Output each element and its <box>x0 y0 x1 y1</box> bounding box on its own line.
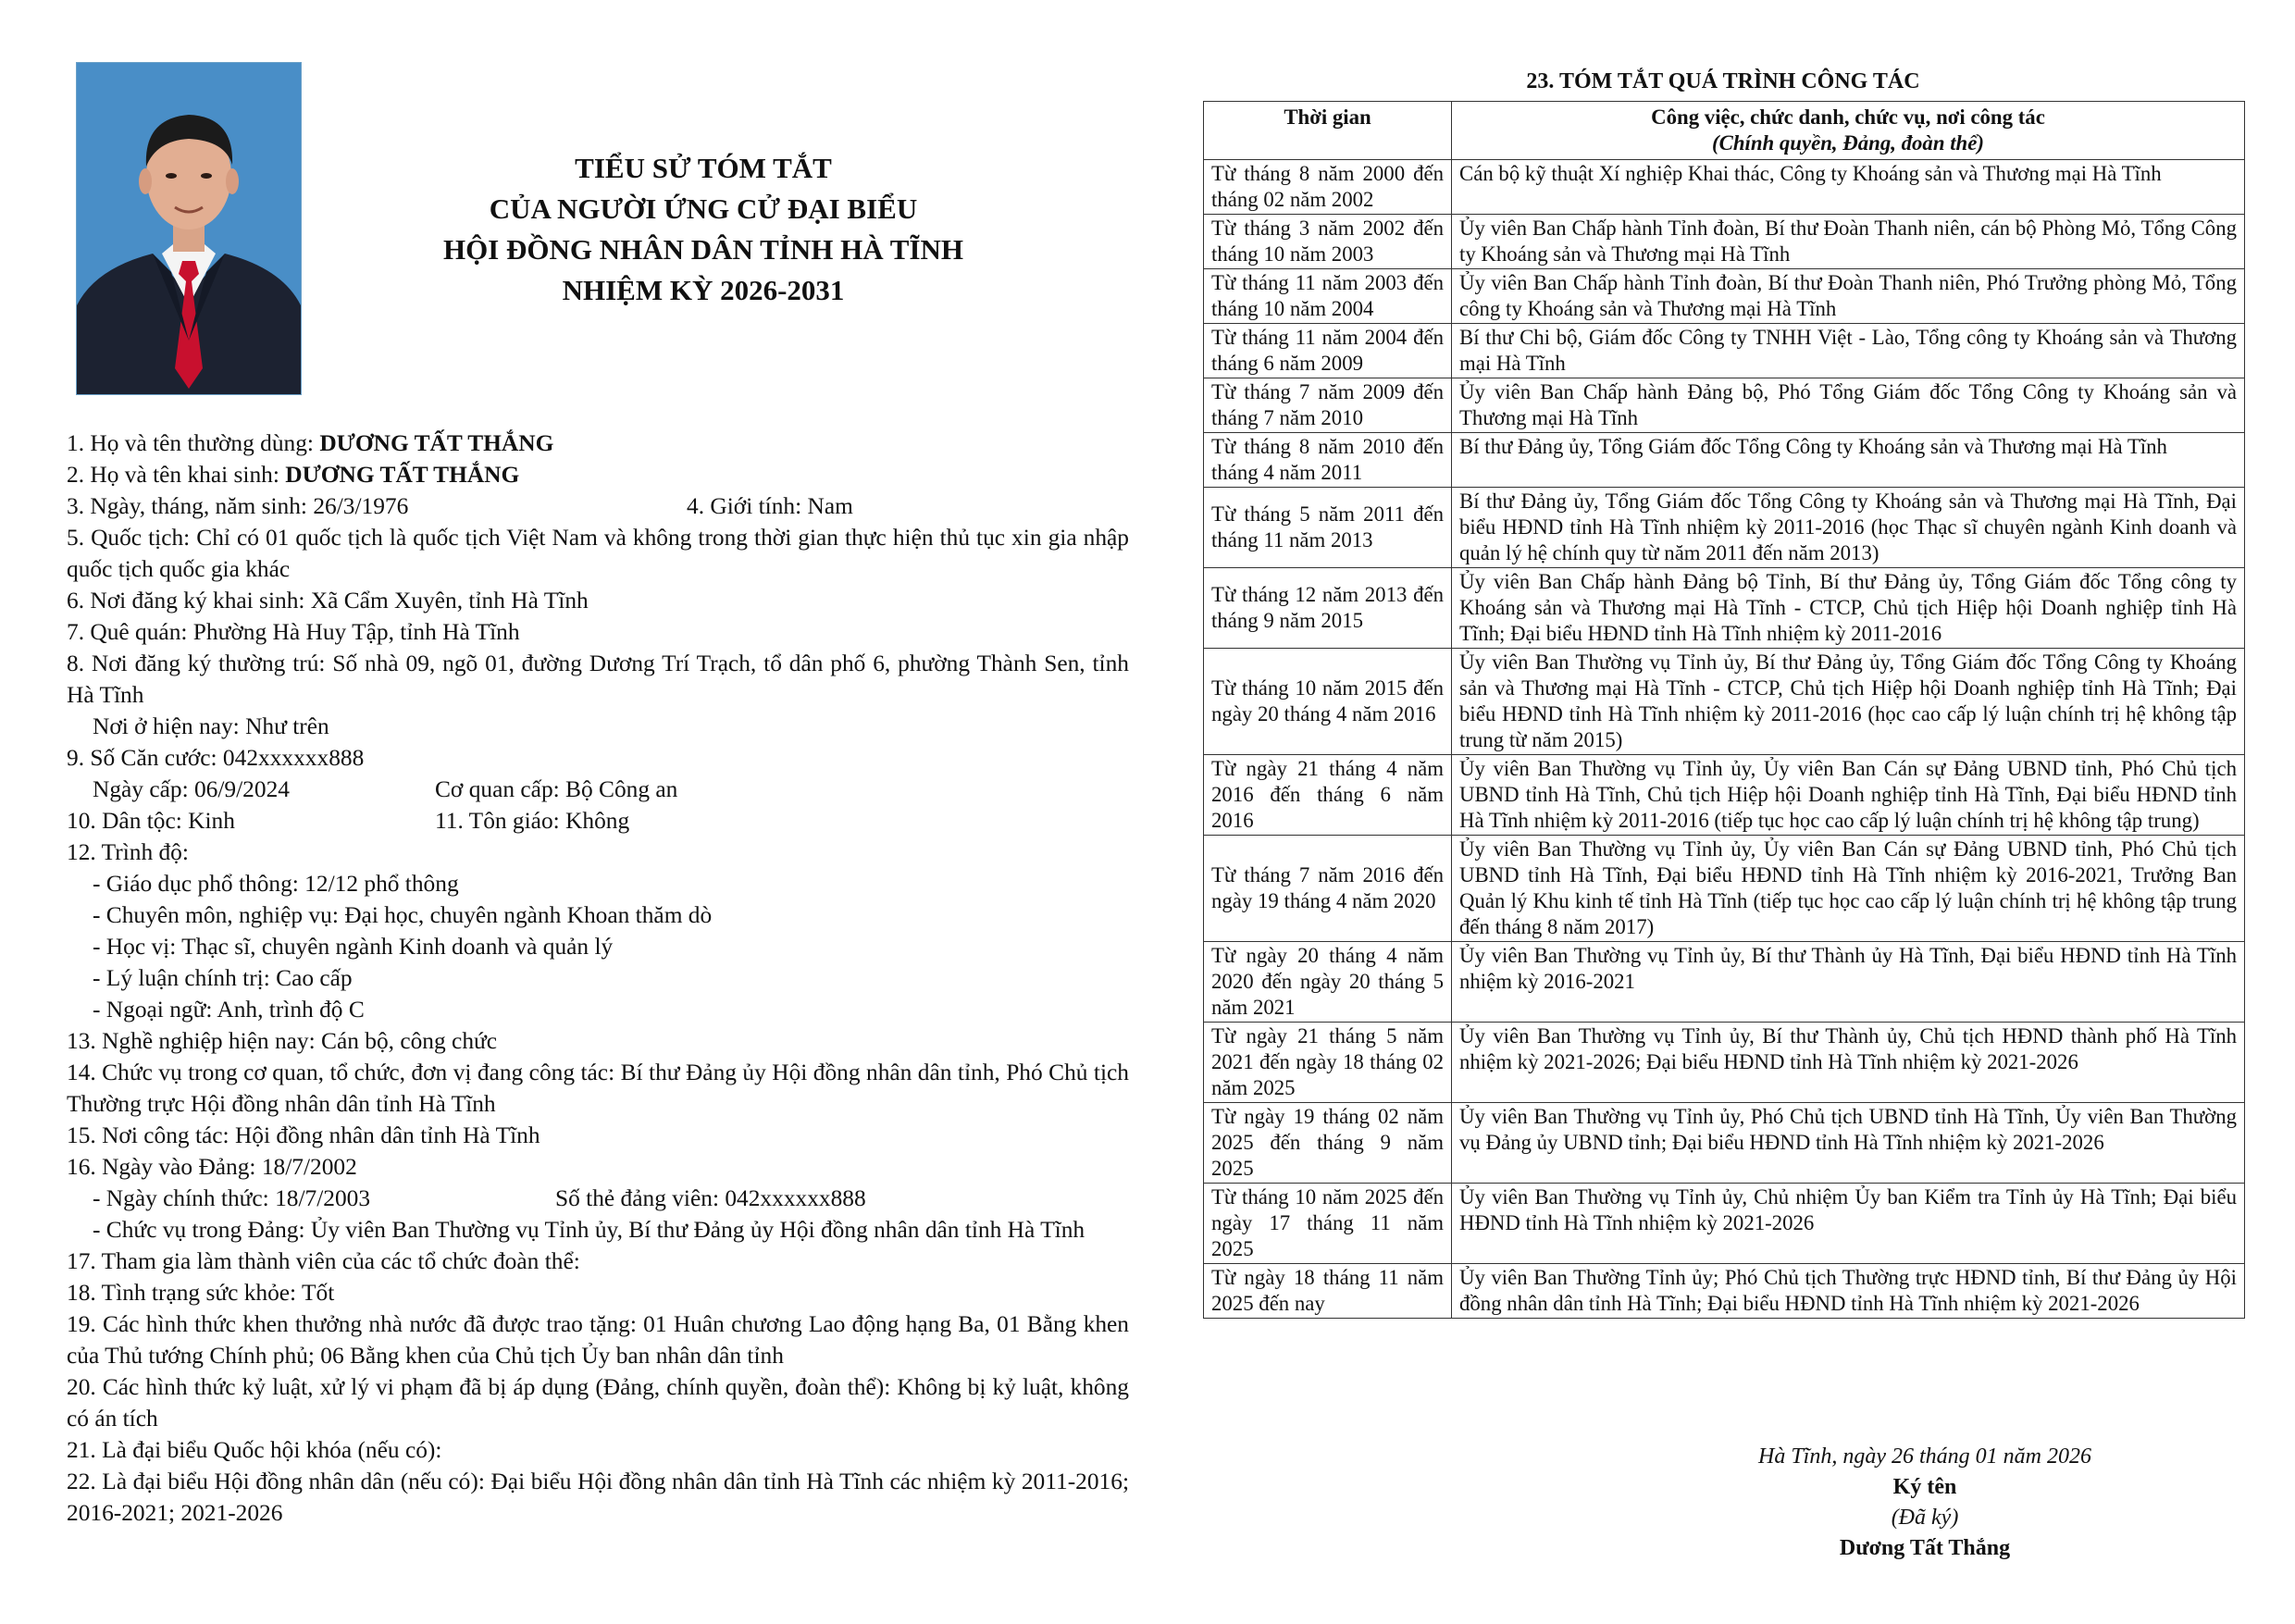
bio-party-official <box>67 1183 1129 1214</box>
career-row <box>1204 1184 2245 1264</box>
career-row <box>1204 755 2245 836</box>
signature-label: Ký tên <box>1892 1475 1957 1499</box>
bio-health: 18. Tình trạng sức khỏe: Tốt <box>67 1280 335 1306</box>
career-row-description: Ủy viên Ban Thường vụ Tỉnh ủy, Bí thư Đảng ủy, Tổng Giám đốc Tổng Công ty Khoáng sản và Thương mại Hà Tĩnh - CTCP, Chủ tịch Hiệp hội Doanh nghiệp tỉnh Hà Tĩnh; Đại biểu HĐND tỉnh Hà Tĩnh nhiệm kỳ 2011-2016 (học cao cấp lý luận chính trị hệ không tập trung từ năm 2015) <box>1452 649 2245 755</box>
career-row <box>1204 269 2245 324</box>
career-row-description: Ủy viên Ban Chấp hành Đảng bộ Tỉnh, Bí thư Đảng ủy, Tổng Giám đốc Tổng công ty Khoáng sản và Thương mại Hà Tĩnh - CTCP, Chủ tịch Hiệp hội Doanh nghiệp tỉnh Hà Tĩnh; Đại biểu HĐND tỉnh Hà Tĩnh nhiệm kỳ 2011-2016 <box>1452 568 2245 649</box>
bio-field-2-label: 2. Họ và tên khai sinh: <box>67 462 286 488</box>
career-row-description: Cán bộ kỹ thuật Xí nghiệp Khai thác, Công ty Khoáng sản và Thương mại Hà Tĩnh <box>1452 160 2245 215</box>
career-row <box>1204 488 2245 568</box>
bio-nationality: 5. Quốc tịch: Chỉ có 01 quốc tịch là quốc tịch Việt Nam và không trong thời gian thực hiện thủ tục xin gia nhập quốc tịch quốc gia khác <box>67 525 1129 582</box>
signature-signed: (Đã ký) <box>1891 1506 1959 1530</box>
title-line-2: CỦA NGƯỜI ỨNG CỬ ĐẠI BIỂU <box>489 192 918 225</box>
bio-current-residence: Nơi ở hiện nay: Như trên <box>93 713 329 739</box>
career-row <box>1204 1023 2245 1103</box>
bio-organizations: 17. Tham gia làm thành viên của các tổ chức đoàn thể: <box>67 1248 580 1274</box>
career-row <box>1204 568 2245 649</box>
career-row <box>1204 160 2245 215</box>
career-row <box>1204 1264 2245 1319</box>
bio-awards: 19. Các hình thức khen thưởng nhà nước đã được trao tặng: 01 Huân chương Lao động hạng Ba, 01 Bằng khen của Thủ tướng Chính phủ; 06 Bằng khen của Chủ tịch Ủy ban nhân dân tỉnh <box>67 1311 1129 1369</box>
col-work-subtitle: (Chính quyền, Đảng, đoàn thể) <box>1712 131 1984 155</box>
career-row <box>1204 836 2245 942</box>
bio-national-assembly: 21. Là đại biểu Quốc hội khóa (nếu có): <box>67 1437 442 1463</box>
bio-ethnicity: 10. Dân tộc: Kinh <box>67 808 235 834</box>
bio-field-3-4 <box>67 490 1129 522</box>
career-row-description: Ủy viên Ban Chấp hành Tỉnh đoàn, Bí thư Đoàn Thanh niên, cán bộ Phòng Mỏ, Tổng Công ty Khoáng sản và Thương mại Hà Tĩnh <box>1452 215 2245 269</box>
career-row-description: Ủy viên Ban Thường vụ Tỉnh ủy, Ủy viên Ban Cán sự Đảng UBND tỉnh, Phó Chủ tịch UBND tỉnh Hà Tĩnh, Chủ tịch Hiệp hội Doanh nghiệp tỉnh Hà Tĩnh, Đại biểu HĐND tỉnh Hà Tĩnh nhiệm kỳ 2011-2016 (tiếp tục học cao cấp lý luận chính trị hệ không tập trung) <box>1452 755 2245 836</box>
career-row-time: Từ tháng 8 năm 2010 đến tháng 4 năm 2011 <box>1204 433 1452 488</box>
career-row-time: Từ ngày 19 tháng 02 năm 2025 đến tháng 9 năm 2025 <box>1204 1103 1452 1184</box>
col-work-header <box>1452 102 2245 160</box>
career-row-description: Ủy viên Ban Thường vụ Tỉnh ủy, Chủ nhiệm Ủy ban Kiểm tra Tỉnh ủy Hà Tĩnh; Đại biểu HĐND tỉnh Hà Tĩnh nhiệm kỳ 2021-2026 <box>1452 1184 2245 1264</box>
bio-discipline: 20. Các hình thức kỷ luật, xử lý vi phạm đã bị áp dụng (Đảng, chính quyền, đoàn thể): Không bị kỷ luật, không có án tích <box>67 1374 1129 1432</box>
signer-name: Dương Tất Thắng <box>1839 1536 2011 1560</box>
career-row-description: Ủy viên Ban Chấp hành Tỉnh đoàn, Bí thư Đoàn Thanh niên, Phó Trưởng phòng Mỏ, Tổng công ty Khoáng sản và Thương mại Hà Tĩnh <box>1452 269 2245 324</box>
career-row-time: Từ ngày 18 tháng 11 năm 2025 đến nay <box>1204 1264 1452 1319</box>
career-row-description: Ủy viên Ban Thường vụ Tỉnh ủy, Bí thư Thành ủy Hà Tĩnh, Đại biểu HĐND tỉnh Hà Tĩnh nhiệm kỳ 2016-2021 <box>1452 942 2245 1023</box>
career-row-time: Từ ngày 20 tháng 4 năm 2020 đến ngày 20 tháng 5 năm 2021 <box>1204 942 1452 1023</box>
signature-place-date: Hà Tĩnh, ngày 26 tháng 01 năm 2026 <box>1758 1444 2091 1469</box>
bio-workplace: 15. Nơi công tác: Hội đồng nhân dân tỉnh Hà Tĩnh <box>67 1122 540 1148</box>
bio-position: 14. Chức vụ trong cơ quan, tổ chức, đơn vị đang công tác: Bí thư Đảng ủy Hội đồng nhân dân tỉnh, Phó Chủ tịch Thường trực Hội đồng nhân dân tỉnh Hà Tĩnh <box>67 1060 1129 1117</box>
document-title <box>389 148 1018 311</box>
bio-party-official-date: - Ngày chính thức: 18/7/2003 <box>93 1185 371 1211</box>
bio-birthdate: 3. Ngày, tháng, năm sinh: 26/3/1976 <box>67 493 409 519</box>
career-row-time: Từ tháng 10 năm 2015 đến ngày 20 tháng 4 năm 2016 <box>1204 649 1452 755</box>
bio-id-issue-agency: Cơ quan cấp: Bộ Công an <box>435 776 678 802</box>
career-row-time: Từ ngày 21 tháng 4 năm 2016 đến tháng 6 năm 2016 <box>1204 755 1452 836</box>
bio-education-language: - Ngoại ngữ: Anh, trình độ C <box>93 997 365 1023</box>
career-row-description: Bí thư Đảng ủy, Tổng Giám đốc Tổng Công ty Khoáng sản và Thương mại Hà Tĩnh, Đại biểu HĐND tỉnh Hà Tĩnh nhiệm kỳ 2011-2016 (học Thạc sĩ chuyên ngành Kinh doanh và quản lý hệ chính quy từ năm 2011 đến năm 2013) <box>1452 488 2245 568</box>
bio-party-position: - Chức vụ trong Đảng: Ủy viên Ban Thường vụ Tỉnh ủy, Bí thư Đảng ủy Hội đồng nhân dân tỉnh Hà Tĩnh <box>93 1217 1085 1243</box>
career-row <box>1204 378 2245 433</box>
bio-id-issue <box>67 774 1129 805</box>
title-line-3: HỘI ĐỒNG NHÂN DÂN TỈNH HÀ TĨNH <box>442 233 964 266</box>
bio-peoples-council: 22. Là đại biểu Hội đồng nhân dân (nếu có): Đại biểu Hội đồng nhân dân tỉnh Hà Tĩnh các nhiệm kỳ 2011-2016; 2016-2021; 2021-2026 <box>67 1469 1129 1526</box>
career-row-time: Từ tháng 10 năm 2025 đến ngày 17 tháng 11 năm 2025 <box>1204 1184 1452 1264</box>
signature-block <box>1647 1442 2202 1564</box>
bio-education-heading: 12. Trình độ: <box>67 839 189 865</box>
career-row-time: Từ tháng 7 năm 2016 đến ngày 19 tháng 4 năm 2020 <box>1204 836 1452 942</box>
career-row-description: Bí thư Đảng ủy, Tổng Giám đốc Tổng Công ty Khoáng sản và Thương mại Hà Tĩnh <box>1452 433 2245 488</box>
career-row <box>1204 433 2245 488</box>
bio-party-join-date: 16. Ngày vào Đảng: 18/7/2002 <box>67 1154 357 1180</box>
bio-education-general: - Giáo dục phổ thông: 12/12 phổ thông <box>93 871 459 897</box>
career-row <box>1204 649 2245 755</box>
bio-field-2 <box>67 459 1129 490</box>
bio-id-number: 9. Số Căn cước: 042xxxxxx888 <box>67 745 365 771</box>
career-row-time: Từ tháng 5 năm 2011 đến tháng 11 năm 2013 <box>1204 488 1452 568</box>
career-table <box>1203 101 2245 1319</box>
career-row <box>1204 215 2245 269</box>
career-row-description: Ủy viên Ban Thường vụ Tỉnh ủy, Bí thư Thành ủy, Chủ tịch HĐND thành phố Hà Tĩnh nhiệm kỳ 2021-2026; Đại biểu HĐND tỉnh Hà Tĩnh nhiệm kỳ 2021-2026 <box>1452 1023 2245 1103</box>
title-line-4: NHIỆM KỲ 2026-2031 <box>562 274 845 306</box>
bio-field-10-11 <box>67 805 1129 837</box>
bio-birth-registration: 6. Nơi đăng ký khai sinh: Xã Cẩm Xuyên, tỉnh Hà Tĩnh <box>67 588 589 614</box>
career-row-time: Từ tháng 8 năm 2000 đến tháng 02 năm 2002 <box>1204 160 1452 215</box>
candidate-photo <box>76 62 302 395</box>
career-row <box>1204 1103 2245 1184</box>
bio-education-political: - Lý luận chính trị: Cao cấp <box>93 965 353 991</box>
career-table-header <box>1204 102 2245 160</box>
title-line-1: TIỂU SỬ TÓM TẮT <box>575 152 832 184</box>
bio-education-professional: - Chuyên môn, nghiệp vụ: Đại học, chuyên ngành Khoan thăm dò <box>93 902 713 928</box>
career-table-body <box>1204 160 2245 1319</box>
career-row-description: Bí thư Chi bộ, Giám đốc Công ty TNHH Việt - Lào, Tổng công ty Khoáng sản và Thương mại Hà Tĩnh <box>1452 324 2245 378</box>
career-row-time: Từ tháng 3 năm 2002 đến tháng 10 năm 2003 <box>1204 215 1452 269</box>
career-row-description: Ủy viên Ban Chấp hành Đảng bộ, Phó Tổng Giám đốc Tổng Công ty Khoáng sản và Thương mại Hà Tĩnh <box>1452 378 2245 433</box>
career-row-description: Ủy viên Ban Thường Tỉnh ủy; Phó Chủ tịch Thường trực HĐND tỉnh, Bí thư Đảng ủy Hội đồng nhân dân tỉnh Hà Tĩnh; Đại biểu HĐND tỉnh Hà Tĩnh nhiệm kỳ 2021-2026 <box>1452 1264 2245 1319</box>
career-row-description: Ủy viên Ban Thường vụ Tỉnh ủy, Ủy viên Ban Cán sự Đảng UBND tỉnh, Phó Chủ tịch UBND tỉnh Hà Tĩnh, Đại biểu HĐND tỉnh Hà Tĩnh nhiệm kỳ 2016-2021, Trưởng Ban Quản lý Khu kinh tế tỉnh Hà Tĩnh (tiếp tục học cao cấp lý luận chính trị hệ không tập trung đến tháng 8 năm 2017) <box>1452 836 2245 942</box>
bio-religion: 11. Tôn giáo: Không <box>435 808 630 834</box>
bio-field-1 <box>67 428 1129 459</box>
bio-hometown: 7. Quê quán: Phường Hà Huy Tập, tỉnh Hà Tĩnh <box>67 619 520 645</box>
bio-field-1-label: 1. Họ và tên thường dùng: <box>67 430 320 456</box>
career-row-time: Từ tháng 11 năm 2003 đến tháng 10 năm 2004 <box>1204 269 1452 324</box>
col-work-title: Công việc, chức danh, chức vụ, nơi công tác <box>1651 105 2045 129</box>
career-row-time: Từ tháng 11 năm 2004 đến tháng 6 năm 2009 <box>1204 324 1452 378</box>
career-section-title: 23. TÓM TẮT QUÁ TRÌNH CÔNG TÁC <box>1526 69 1920 93</box>
career-row-time: Từ tháng 12 năm 2013 đến tháng 9 năm 2015 <box>1204 568 1452 649</box>
bio-permanent-residence: 8. Nơi đăng ký thường trú: Số nhà 09, ngõ 01, đường Dương Trí Trạch, tổ dân phố 6, phường Thành Sen, tỉnh Hà Tĩnh <box>67 651 1129 708</box>
career-row-description: Ủy viên Ban Thường vụ Tỉnh ủy, Phó Chủ tịch UBND tỉnh Hà Tĩnh, Ủy viên Ban Thường vụ Đảng ủy UBND tỉnh; Đại biểu HĐND tỉnh Hà Tĩnh nhiệm kỳ 2021-2026 <box>1452 1103 2245 1184</box>
bio-occupation: 13. Nghề nghiệp hiện nay: Cán bộ, công chức <box>67 1028 498 1054</box>
bio-gender: 4. Giới tính: Nam <box>687 493 853 519</box>
career-row-time: Từ ngày 21 tháng 5 năm 2021 đến ngày 18 tháng 02 năm 2025 <box>1204 1023 1452 1103</box>
bio-education-degree: - Học vị: Thạc sĩ, chuyên ngành Kinh doanh và quản lý <box>93 934 614 960</box>
career-row-time: Từ tháng 7 năm 2009 đến tháng 7 năm 2010 <box>1204 378 1452 433</box>
bio-party-card: Số thẻ đảng viên: 042xxxxxx888 <box>555 1185 866 1211</box>
bio-id-issue-date: Ngày cấp: 06/9/2024 <box>93 776 290 802</box>
career-row <box>1204 942 2245 1023</box>
bio-birth-name: DƯƠNG TẤT THẮNG <box>285 462 520 488</box>
col-time-header: Thời gian <box>1204 102 1452 160</box>
bio-details <box>67 428 1129 1529</box>
bio-common-name: DƯƠNG TẤT THẮNG <box>319 430 554 456</box>
career-row <box>1204 324 2245 378</box>
